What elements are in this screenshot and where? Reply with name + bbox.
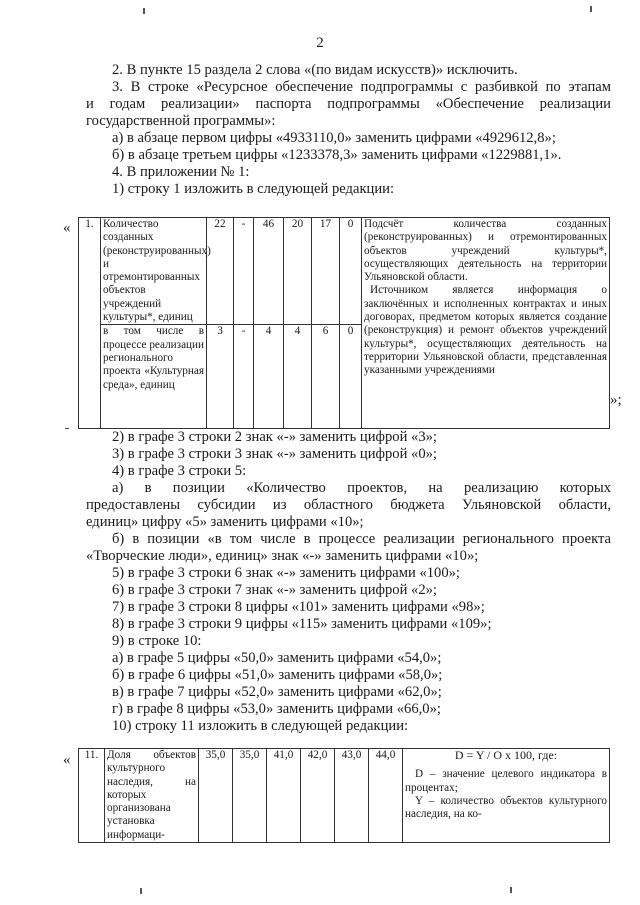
value-cell: 35,0 (199, 749, 233, 843)
paragraph-line: 2. В пункте 15 раздела 2 слова «(по видам искусств)» исключить. (112, 62, 518, 78)
value-cell: - (234, 325, 254, 429)
value-cell: 17 (312, 218, 340, 325)
row-number: 1. (79, 218, 101, 429)
method-note-p1: D – значение целевого индикатора в процентах; (405, 768, 607, 794)
paragraph-line: а) в абзаце первом цифры «4933110,0» заменить цифрами «4929612,8»; (112, 130, 556, 146)
paragraph-line: «Творческие люди», единиц» знак «-» заменить цифрами «10»; (86, 548, 479, 564)
closing-quote: »; (610, 392, 622, 408)
paragraph-line: 9) в строке 10: (112, 633, 202, 649)
scan-mark (510, 887, 512, 893)
paragraph-line: г) в графе 8 цифры «53,0» заменить цифрами «66,0»; (112, 701, 441, 717)
value-cell: 0 (340, 218, 362, 325)
value-cell: 22 (207, 218, 234, 325)
value-cell: - (234, 218, 254, 325)
formula: D = Y / O x 100, где: (454, 748, 558, 762)
method-note-p2: Y – количество объектов культурного наследия, на ко- (405, 794, 607, 821)
value-cell: 20 (284, 218, 312, 325)
paragraph-line: 4. В приложении № 1: (112, 164, 250, 180)
value-cell: 42,0 (301, 749, 335, 843)
paragraph-line: 8) в графе 3 строки 9 цифры «115» заменить цифрами «109»; (112, 616, 492, 632)
value-cell: 44,0 (369, 749, 403, 843)
paragraph-line: а) в позиции «Количество проектов, на реализацию которых (112, 480, 611, 496)
paragraph-line: 6) в графе 3 строки 7 знак «-» заменить цифрой «2»; (112, 582, 437, 598)
indicator-name: Количество созданных (реконструированных) и отремонтированных объектов учреждений культуры*, единиц (101, 218, 207, 325)
opening-quote: « (63, 220, 71, 236)
paragraph-line: 2) в графе 3 строки 2 знак «-» заменить цифрой «3»; (112, 429, 437, 445)
value-cell: 3 (207, 325, 234, 429)
paragraph-line: государственной программы»: (86, 113, 276, 129)
indicator-table-row-11 (78, 748, 610, 843)
paragraph-line: б) в графе 6 цифры «51,0» заменить цифрами «58,0»; (112, 667, 443, 683)
scan-mark (65, 428, 69, 429)
scan-mark (590, 6, 592, 12)
paragraph-line: 10) строку 11 изложить в следующей редакции: (112, 718, 409, 734)
paragraph-line: 3. В строке «Ресурсное обеспечение подпрограммы с разбивкой по этапам (112, 79, 611, 95)
paragraph-line: 4) в графе 3 строки 5: (112, 463, 247, 479)
scan-mark (143, 8, 145, 14)
method-note-p1: Подсчёт количества созданных (реконструированных) и отремонтированных объектов учреждений культуры*, осуществляющих деятельность на территории Ульяновской области. (364, 218, 607, 284)
paragraph-line: 7) в графе 3 строки 8 цифры «101» заменить цифрами «98»; (112, 599, 485, 615)
indicator-table-row-1 (78, 217, 610, 429)
page-number: 2 (316, 35, 324, 51)
indicator-name: Доля объектов культурного наследия, на которых организована установка информаци- (105, 749, 199, 843)
value-cell: 41,0 (267, 749, 301, 843)
row-number: 11. (79, 749, 105, 843)
paragraph-line: в) в графе 7 цифры «52,0» заменить цифрами «62,0»; (112, 684, 442, 700)
paragraph-line: а) в графе 5 цифры «50,0» заменить цифрами «54,0»; (112, 650, 442, 666)
paragraph-line: единиц» цифру «5» заменить цифрами «10»; (86, 514, 364, 530)
value-cell: 43,0 (335, 749, 369, 843)
paragraph-line: 1) строку 1 изложить в следующей редакции: (112, 181, 395, 197)
opening-quote: « (63, 752, 71, 768)
paragraph-line: и годам реализации» паспорта подпрограммы «Обеспечение реализации (86, 96, 611, 112)
method-note-p2: Источником является информация о заключённых и исполненных контрактах и иных договорах, предметом которых является создание (реконструкция) и ремонт объектов учреждений культуры*, осуществляющих деятельность на территории Ульяновской области, представленная указанными учреждениями (364, 284, 607, 377)
value-cell: 4 (284, 325, 312, 429)
paragraph-line: 3) в графе 3 строки 3 знак «-» заменить цифрой «0»; (112, 446, 437, 462)
indicator-subname: в том числе в процессе реализации регионального проекта «Культурная среда», единиц (101, 325, 207, 429)
paragraph-line: 5) в графе 3 строки 6 знак «-» заменить цифрами «100»; (112, 565, 460, 581)
value-cell: 6 (312, 325, 340, 429)
value-cell: 46 (254, 218, 284, 325)
method-note (403, 749, 610, 843)
value-cell: 4 (254, 325, 284, 429)
method-note (362, 218, 610, 429)
scan-mark (140, 888, 142, 894)
paragraph-line: б) в позиции «в том числе в процессе реализации регионального проекта (112, 531, 611, 547)
value-cell: 0 (340, 325, 362, 429)
paragraph-line: б) в абзаце третьем цифры «1233378,3» заменить цифрами «1229881,1». (112, 147, 562, 163)
paragraph-line: предоставлены субсидии из областного бюджета Ульяновской области, (86, 497, 611, 513)
value-cell: 35,0 (233, 749, 267, 843)
